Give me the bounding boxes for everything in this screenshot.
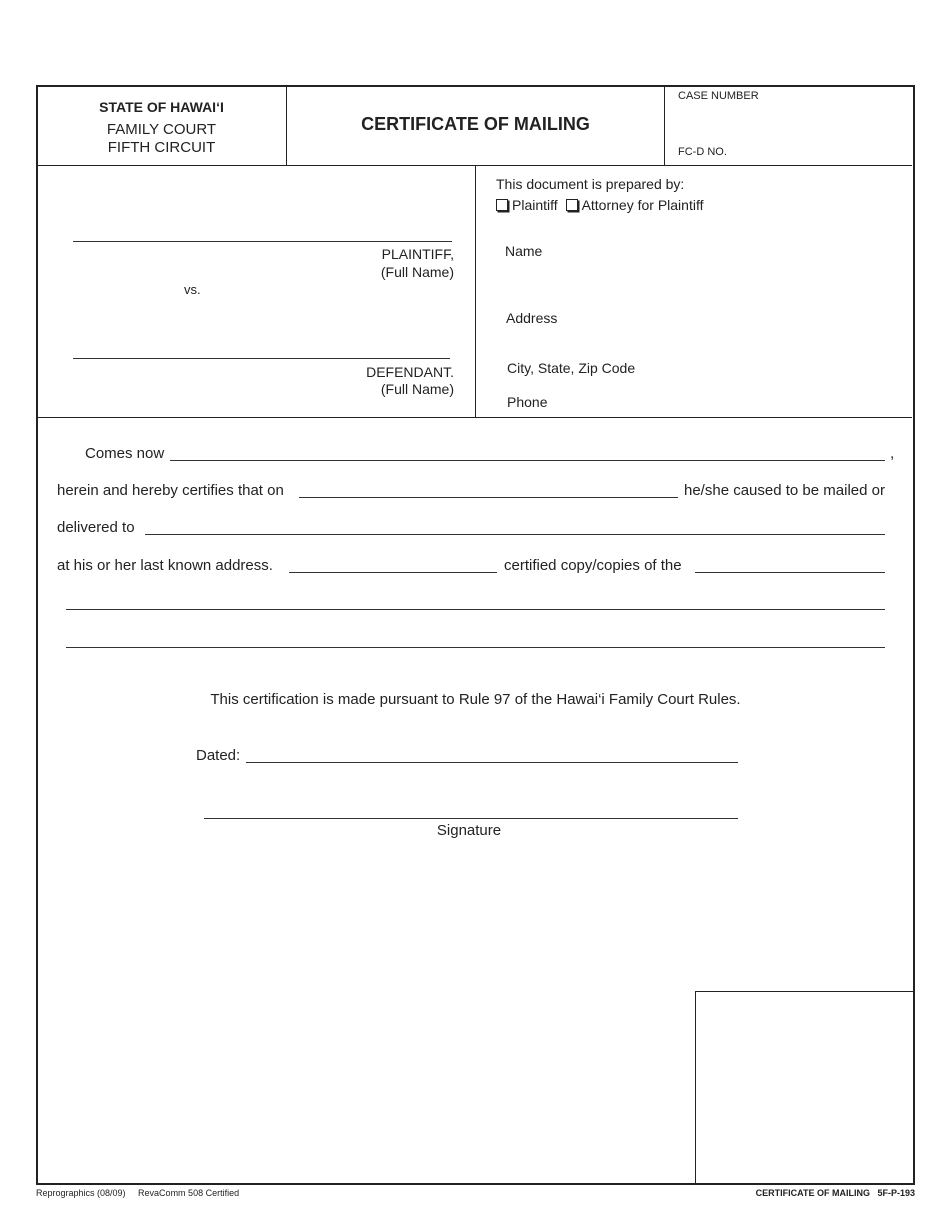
- attorney-checkbox[interactable]: [566, 199, 578, 211]
- signature-label: Signature: [436, 822, 502, 839]
- caused-mailed-text: he/she caused to be mailed or: [684, 482, 885, 499]
- circuit-name: FIFTH CIRCUIT: [107, 139, 216, 156]
- footer-right: CERTIFICATE OF MAILING 5F-P-193: [755, 1188, 915, 1198]
- plaintiff-name-line[interactable]: [73, 241, 452, 242]
- plaintiff-option-label: Plaintiff: [512, 197, 558, 213]
- plaintiff-label: PLAINTIFF,: [381, 246, 454, 262]
- certifies-text: herein and hereby certifies that on: [57, 482, 284, 499]
- defendant-sublabel: (Full Name): [380, 381, 454, 397]
- dated-line[interactable]: [246, 762, 738, 763]
- footer-left: Reprographics (08/09) RevaComm 508 Certified: [36, 1188, 240, 1198]
- plaintiff-checkbox[interactable]: [496, 199, 508, 211]
- caption-col-divider: [475, 166, 476, 417]
- court-name: FAMILY COURT: [106, 121, 217, 138]
- case-number-field[interactable]: [672, 104, 904, 140]
- preparer-options: [496, 197, 703, 213]
- rule-statement: This certification is made pursuant to Rule 97 of the Hawai‘i Family Court Rules.: [210, 691, 741, 708]
- preparer-city-label: City, State, Zip Code: [507, 360, 636, 376]
- attorney-option-label: Attorney for Plaintiff: [581, 197, 704, 213]
- date-mailed-line[interactable]: [299, 497, 678, 498]
- versus-label: vs.: [184, 282, 201, 297]
- copies-count-line[interactable]: [289, 572, 497, 573]
- plaintiff-sublabel: (Full Name): [380, 264, 454, 280]
- form-title: CERTIFICATE OF MAILING: [361, 114, 590, 134]
- comes-now-comma: ,: [890, 445, 895, 462]
- defendant-name-line[interactable]: [73, 358, 450, 359]
- state-name: STATE OF HAWAI‘I: [99, 99, 224, 115]
- fcd-number-label: FC-D NO.: [678, 146, 727, 158]
- case-number-label: CASE NUMBER: [678, 90, 759, 102]
- signature-line[interactable]: [204, 818, 738, 819]
- comes-now-text: Comes now: [85, 445, 165, 462]
- last-known-text: at his or her last known address.: [57, 557, 273, 574]
- dated-label: Dated:: [196, 747, 241, 764]
- court-stamp-box: [695, 991, 914, 1183]
- documents-line-2[interactable]: [66, 647, 885, 648]
- certified-copies-text: certified copy/copies of the: [504, 557, 682, 574]
- delivered-to-text: delivered to: [57, 519, 135, 536]
- preparer-address-label: Address: [506, 310, 558, 326]
- prepared-by-label: This document is prepared by:: [496, 176, 685, 192]
- defendant-label: DEFENDANT.: [366, 364, 454, 380]
- documents-line-1[interactable]: [66, 609, 885, 610]
- header-col-divider-2: [664, 86, 665, 165]
- caption-divider: [37, 417, 912, 418]
- comes-now-line[interactable]: [170, 460, 885, 461]
- preparer-name-label: Name: [505, 243, 543, 259]
- document-name-line[interactable]: [695, 572, 885, 573]
- preparer-phone-label: Phone: [507, 394, 548, 410]
- delivered-to-line[interactable]: [145, 534, 885, 535]
